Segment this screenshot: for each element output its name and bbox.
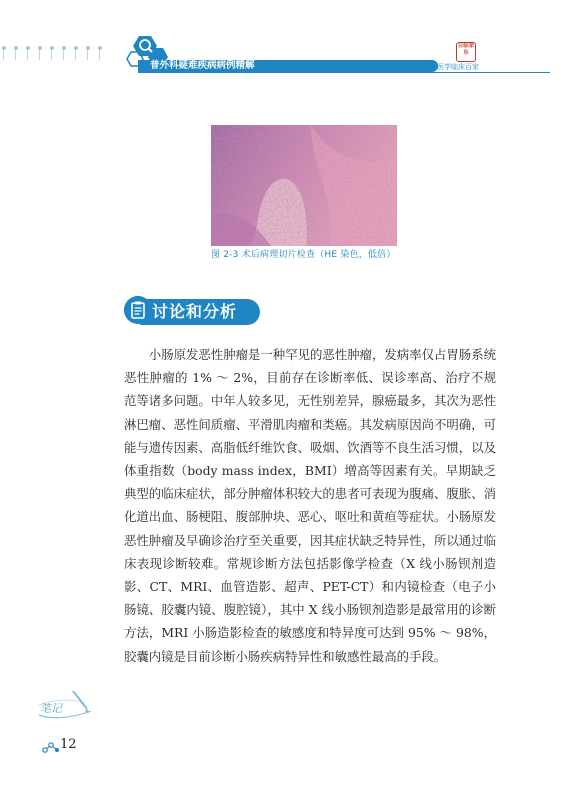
- book-title: 普外科疑难疾病病例精解: [150, 60, 255, 71]
- series-brand: 中国医学临床百家: [423, 63, 479, 71]
- clipboard-icon: [124, 296, 152, 324]
- molecule-icon: [42, 741, 60, 753]
- notes-label: 笔记: [40, 702, 62, 715]
- section-title: 讨论和分析: [152, 302, 238, 321]
- publisher-seal: 百临家东: [456, 42, 476, 62]
- histology-image: [211, 125, 397, 246]
- page-number: 12: [60, 737, 77, 752]
- body-paragraph: 小肠原发恶性肿瘤是一种罕见的恶性肿瘤，发病率仅占胃肠系统恶性肿瘤的 1% ～ 2%，目前存在诊断率低、误诊率高、治疗不规范等诸多问题。中年人较多见，无性别差异，腺癌最多，其次为恶性淋巴瘤、恶性间质瘤、平滑肌肉瘤和类癌。其发病原因尚不明确，可能与遗传因素、高脂低纤维饮食、吸烟、饮酒等不良生活习惯，以及体重指数（body mass index，BMI）增高等因素有关。早期缺乏典型的临床症状，部分肿瘤体积较大的患者可表现为腹痛、腹胀、消化道出血、肠梗阻、腹部肿块、恶心、呕吐和黄疸等症状。小肠原发恶性肿瘤及早确诊治疗至关重要，因其症状缺乏特异性，所以通过临床表现诊断较难。常规诊断方法包括影像学检查（X 线小肠钡剂造影、CT、MRI、血管造影、超声、PET-CT）和内镜检查（电子小肠镜、胶囊内镜、腹腔镜），其中 X 线小肠钡剂造影是最常用的诊断方法，MRI 小肠造影检查的敏感度和特异度可达到 95% ～ 98%，胶囊内镜是目前诊断小肠疾病特异性和敏感性最高的手段。: [124, 347, 496, 664]
- body-text: [124, 343, 496, 668]
- figure-caption: 图 2-3 术后病理切片检查（HE 染色，低倍）: [211, 250, 396, 260]
- page-ruler-decoration: [0, 46, 110, 64]
